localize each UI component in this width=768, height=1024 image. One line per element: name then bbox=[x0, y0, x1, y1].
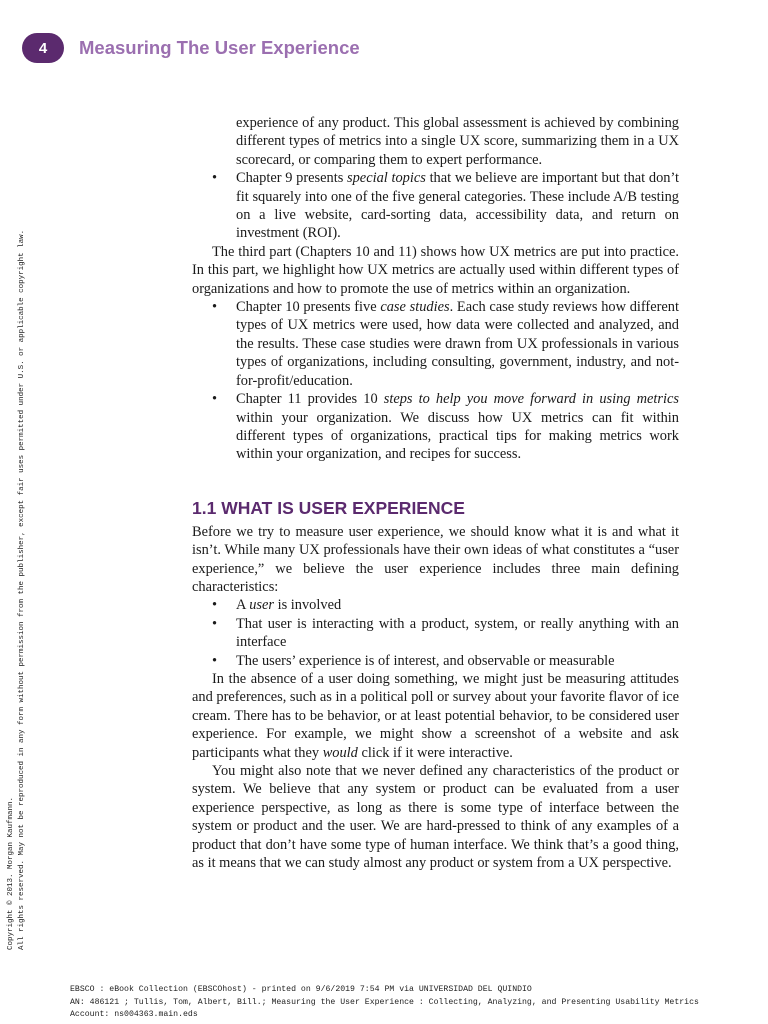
bullet-icon: • bbox=[212, 597, 218, 614]
footer-line-1: EBSCO : eBook Collection (EBSCOhost) - printed on 9/6/2019 7:54 PM via UNIVERSIDAD DEL QUINDIO bbox=[70, 985, 532, 994]
ebsco-footer bbox=[70, 984, 699, 1022]
list-item-chapter-11: • Chapter 11 provides 10 steps to help you move forward in using metrics within your organization. We discuss how UX metrics can fit within different types of organizations, practical tips for making metrics work within your organization, and recipes for success. bbox=[212, 391, 679, 463]
footer-line-2: AN: 486121 ; Tullis, Tom, Albert, Bill.; Measuring the User Experience : Collecting, Analyzing, and Presenting Usability Metrics bbox=[70, 997, 699, 1007]
list-item-experience-of-interest: • The users’ experience is of interest, and observable or measurable bbox=[212, 652, 615, 669]
copyright-side-notice bbox=[6, 230, 28, 950]
parts-list-top bbox=[192, 114, 679, 243]
page-header bbox=[22, 32, 360, 64]
page-body bbox=[192, 114, 679, 872]
list-item-user-involved: • A user is involved bbox=[212, 597, 342, 614]
section-heading: 1.1 WHAT IS USER EXPERIENCE bbox=[192, 497, 465, 518]
bullet-icon: • bbox=[212, 652, 218, 669]
footer-line-3: Account: ns004363.main.eds bbox=[70, 1010, 198, 1019]
paragraph-intro: Before we try to measure user experience, we should know what it is and what it isn’t. While many UX professionals have their own ideas of what constitutes a “user experience,” we believe the user experience includes three main defining characteristics: bbox=[192, 523, 679, 595]
list-item-interacting: • That user is interacting with a product, system, or really anything with an interface bbox=[212, 615, 679, 651]
bullet-icon: • bbox=[212, 391, 218, 408]
page-number-badge: 4 bbox=[22, 33, 64, 63]
list-item-continued bbox=[192, 114, 679, 169]
copyright-line-2: All rights reserved. May not be reproduced in any form without permission from the publisher, except fair uses permitted under U.S. or applicable copyright law. bbox=[18, 229, 26, 950]
characteristics-list bbox=[192, 596, 679, 670]
running-title: Measuring The User Experience bbox=[79, 37, 360, 58]
continued-text: experience of any product. This global assessment is achieved by combining different types of metrics into a single UX score, summarizing them in a UX scorecard, or comparing them to expert performance. bbox=[236, 115, 679, 168]
parts-list-second bbox=[192, 298, 679, 464]
paragraph-product-note: You might also note that we never defined any characteristics of the product or system. We believe that any system or product can be evaluated from a user experience perspective, as long as there is some type of interface between the system or product and the user. We are hard-pressed to think of any examples of a product that don’t have some type of human interface. We think that’s a good thing, as it means that we can study almost any product or system from a UX perspective. bbox=[192, 763, 679, 872]
bullet-icon: • bbox=[212, 299, 218, 316]
list-item-chapter-9: • Chapter 9 presents special topics that we believe are important but that don’t fit squarely into one of the five general categories. These include A/B testing on a live website, card-sorting data, accessibility data, and return on investment (ROI). bbox=[212, 170, 679, 242]
copyright-line-1: Copyright © 2013. Morgan Kaufmann. bbox=[7, 796, 15, 950]
paragraph-absence-of-user: In the absence of a user doing something, we might just be measuring attitudes and preferences, such as in a political poll or survey about your favorite flavor of ice cream. There has to be behavior, or at least potential behavior, to be considered user experience. For example, we might show a screenshot of a website and ask participants what they would click if it were interactive. bbox=[192, 670, 679, 761]
bullet-icon: • bbox=[212, 170, 218, 187]
list-item-chapter-10: • Chapter 10 presents five case studies. Each case study reviews how different types of UX metrics were used, how data were collected and analyzed, and the results. These case studies were drawn from UX professionals in various types of organizations, including consulting, government, industry, and not-for-profit/education. bbox=[212, 299, 679, 389]
bullet-icon: • bbox=[212, 615, 218, 632]
paragraph-third-part: The third part (Chapters 10 and 11) shows how UX metrics are put into practice. In this part, we highlight how UX metrics are actually used within different types of organizations and how to promote the use of metrics within an organization. bbox=[192, 243, 679, 297]
